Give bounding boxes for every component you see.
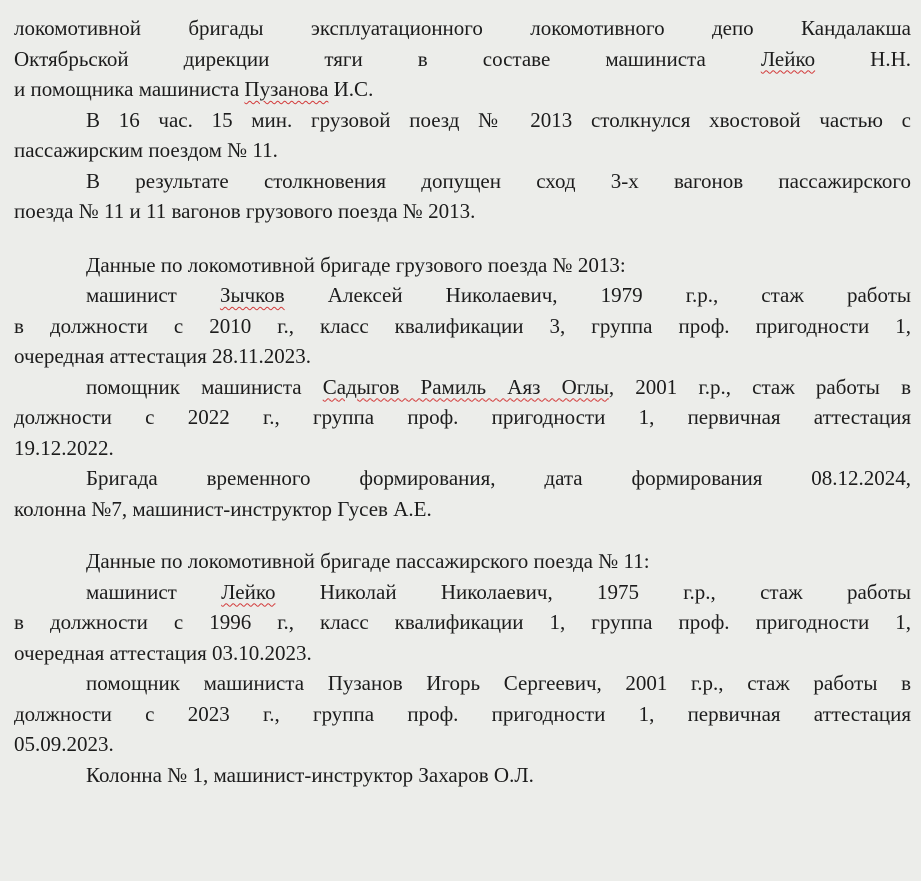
freight-crew-section [14,250,911,525]
text-line: колонна №7, машинист-инструктор Гусев А.Е. [14,496,432,521]
text-line: в должности с 2010 г., класс квалификации 3, группа проф. пригодности 1, [14,313,911,338]
text-line: машинист Зычков Алексей Николаевич, 1979 г.р., стаж работы [86,283,911,307]
passenger-crew-section [14,546,911,790]
text-line: в должности с 1996 г., класс квалификации 1, группа проф. пригодности 1, [14,610,911,634]
text-line: Октябрьской дирекции тяги в составе машиниста Лейко Н.Н. [14,46,911,71]
spellcheck-mark: Лейко [221,579,276,604]
text-line: машинист Лейко Николай Николаевич, 1975 г.р., стаж работы [86,579,911,604]
section-heading: Данные по локомотивной бригаде пассажирского поезда № 11: [86,549,650,573]
text-line: локомотивной бригады эксплуатационного локомотивного депо Кандалакша [14,16,911,40]
intro-paragraph [14,13,911,105]
text-line: 19.12.2022. [14,435,114,460]
collision-paragraph [14,105,911,166]
derailment-paragraph [14,166,911,227]
text-line: помощник машиниста Садыгов Рамиль Аяз Оглы, 2001 г.р., стаж работы в [86,374,911,399]
text-line: Колонна № 1, машинист-инструктор Захаров О.Л. [86,762,534,787]
spacer [14,227,911,250]
spellcheck-mark: Зычков [219,283,285,307]
spacer [14,524,911,546]
text-line: поезда № 11 и 11 вагонов грузового поезда № 2013. [14,199,476,223]
text-line: должности с 2023 г., группа проф. пригодности 1, первичная аттестация [14,701,911,726]
text-line: должности с 2022 г., группа проф. пригодности 1, первичная аттестация [14,405,911,429]
text-line: Бригада временного формирования, дата формирования 08.12.2024, [86,466,911,490]
text-line: 05.09.2023. [14,732,114,756]
spellcheck-mark: Пузанова [244,77,329,101]
section-heading: Данные по локомотивной бригаде грузового поезда № 2013: [86,252,626,277]
text-line: пассажирским поездом № 11. [14,138,278,162]
text-line: очередная аттестация 03.10.2023. [14,640,312,665]
text-line: В 16 час. 15 мин. грузовой поезд № 2013 столкнулся хвостовой частью с [86,107,911,132]
spellcheck-mark: Садыгов Рамиль Аяз Оглы [322,374,609,399]
text-line: очередная аттестация 28.11.2023. [14,344,311,368]
spellcheck-mark: Лейко [760,46,816,71]
text-line: помощник машиниста Пузанов Игорь Сергеевич, 2001 г.р., стаж работы в [86,671,911,695]
text-line: В результате столкновения допущен сход 3-х вагонов пассажирского [86,168,911,193]
text-line: и помощника машиниста Пузанова И.С. [14,77,374,101]
